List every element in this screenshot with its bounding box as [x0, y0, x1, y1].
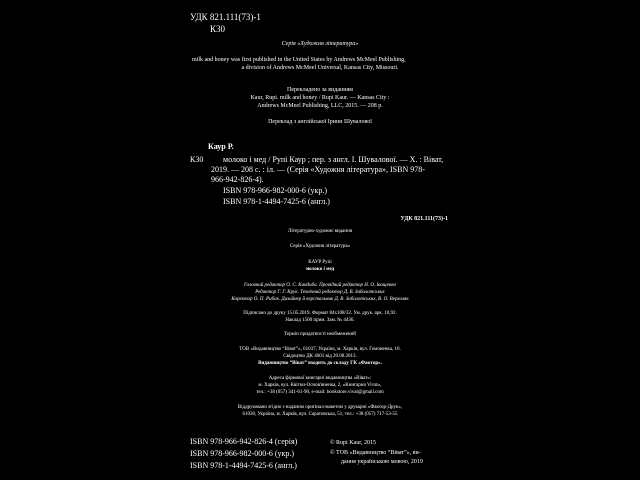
colophon-title: молоко і мед: [305, 267, 335, 272]
print-specs-line-2: Наклад 1500 прим. Зам. № 4436.: [285, 318, 355, 323]
author-sign-code: К30: [210, 24, 226, 34]
editors-line-1: Головний редактор О. С. Кандиба. Провідний редактор Н. О. Іващенко: [243, 283, 397, 288]
catalog-description-line-2: 2019. — 208 с. : іл. — (Серія «Художня література», ISBN 978-: [211, 165, 425, 174]
colophon-author: КАУР Рупі: [308, 260, 332, 265]
shelf-life-line: Термін придатності необмежений: [284, 332, 356, 337]
publisher-line-1: ТОВ «Видавництво “Віват”», 61037, Україна, м. Харків, вул. Гомоненка, 10.: [239, 347, 401, 352]
bottom-isbn-ukr: ISBN 978-966-982-000-6 (укр.): [190, 449, 295, 458]
translated-from-line-1: Перекладено за виданням: [287, 87, 353, 93]
catalog-description-line-1: молоко і мед / Рупі Каур ; пер. з англ. І. Шувалової. — Х. : Віват,: [223, 155, 444, 164]
catalog-description-line-3: 966-942-826-4).: [211, 175, 264, 184]
series-line: Серія «Художня література»: [281, 41, 359, 47]
first-published-line-1: milk and honey was first published in the United States by Andrews McMeel Publishing,: [192, 57, 406, 63]
translation-line: Переклад з англійської Ірини Шувалової: [268, 119, 372, 125]
store-line-3: тел.: +38 (057) 341-61-90, e-mail: bookstore.vivat@gmail.com: [256, 390, 384, 395]
genre-line: Літературно-художнє видання: [287, 229, 353, 234]
bottom-isbn-eng: ISBN 978-1-4494-7425-6 (англ.): [190, 461, 297, 470]
publisher-group-line: Видавництво “Віват” входить до складу ГК «Фактор».: [258, 361, 382, 366]
udk-code: УДК 821.111(73)-1: [190, 12, 261, 22]
first-published-line-2: a division of Andrews McMeel Universal, Kansas City, Missouri.: [241, 65, 399, 71]
catalog-author: Каур Р.: [208, 142, 234, 151]
store-line-1: Адреса фірмової книгарні видавництва «Віват»:: [268, 376, 372, 381]
printer-line-1: Віддруковано згідно з наданим оригінал-макетом у друкарні «Фактор-Друк»,: [237, 405, 403, 410]
catalog-isbn-ukr: ISBN 978-966-982-000-6 (укр.): [223, 186, 328, 195]
print-specs-line-1: Підписано до друку 15.05.2019. Формат 84х108/32. Ум. друк. арк. 10,92.: [243, 311, 397, 316]
translated-from-line-3: Andrews McMeel Publishing, LLC, 2015. — 208 p.: [257, 103, 383, 109]
printer-line-2: 61030, Україна, м. Харків, вул. Саратовська, 51, тел.: +38 (057) 717-53-55: [242, 412, 398, 417]
publisher-line-2: Свідоцтво ДК 4601 від 20.08.2013.: [283, 354, 357, 359]
udk-right: УДК 821.111(73)-1: [400, 216, 448, 222]
colophon-series: Серія «Художня література»: [289, 244, 351, 249]
catalog-code: К30: [190, 155, 204, 164]
editors-line-3: Коректор О. П. Рибак. Дизайнер й верстальник Д. В. Заболотських, В. О. Верхоляк: [231, 297, 409, 302]
translated-from-line-2: Kaur, Rupi. milk and honey / Rupi Kaur. — Kansas City :: [250, 95, 390, 101]
copyright-publisher: © ТОВ «Видавництво “Віват”», ви-: [330, 450, 421, 456]
copyright-author: © Rupi Kaur, 2015: [330, 440, 376, 446]
bottom-isbn-series: ISBN 978-966-942-826-4 (серія): [190, 437, 298, 446]
store-line-2: м. Харків, вул. Квітки-Основ'яненка, 2, «Книгарня Vivat»,: [258, 383, 382, 388]
editors-line-2: Редактор Г. Г. Крук. Технічний редактор Д. В. Заболотських: [255, 290, 385, 295]
catalog-isbn-eng: ISBN 978-1-4494-7425-6 (англ.): [223, 197, 330, 206]
copyright-edition: дання українською мовою, 2019: [341, 459, 423, 465]
